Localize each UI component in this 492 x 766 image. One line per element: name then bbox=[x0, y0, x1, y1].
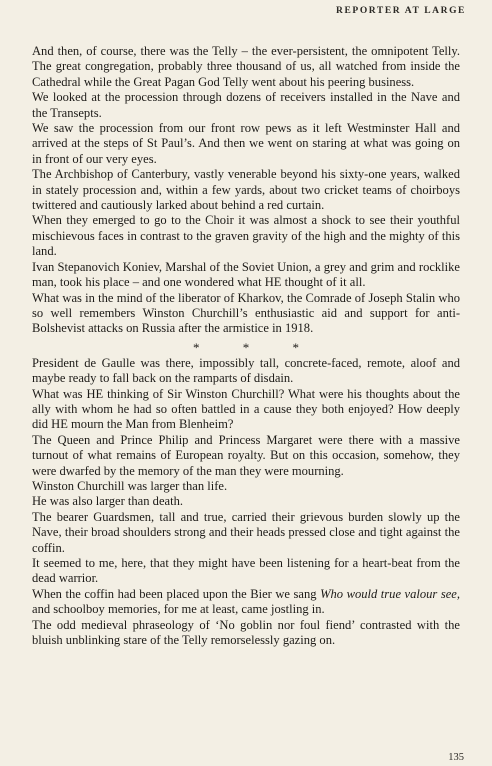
paragraph-heartbeat: It seemed to me, here, that they might have been listening for a heart-beat from the dead warrior. bbox=[32, 556, 460, 586]
paragraph-de-gaulle-thoughts: What was HE thinking of Sir Winston Churchill? What were his thoughts about the ally with whom he had so often battled in a cause they both enjoyed? How deeply did HE mourn the Man from Blenheim? bbox=[32, 386, 460, 432]
paragraph-hymn bbox=[32, 587, 460, 618]
paragraph-receivers: We looked at the procession through dozens of receivers installed in the Nave and the Transepts. bbox=[32, 90, 460, 120]
paragraph-koniev: Ivan Stepanovich Koniev, Marshal of the Soviet Union, a grey and grim and rocklike man, took his place – and one wondered what HE thought of it all. bbox=[32, 259, 460, 290]
section-separator: * * * bbox=[193, 339, 319, 355]
paragraph-goblin: The odd medieval phraseology of ‘No goblin nor foul fiend’ contrasted with the bluish unblinking stare of the Telly remorselessly gazing on. bbox=[32, 617, 460, 648]
hymn-text-after: and schoolboy memories, for me at least, came jostling in. bbox=[32, 602, 325, 617]
paragraph-larger-than-life: Winston Churchill was larger than life. bbox=[32, 478, 228, 493]
paragraph-de-gaulle: President de Gaulle was there, impossibly tall, concrete-faced, remote, aloof and maybe ready to fall back on the ramparts of disdain. bbox=[32, 355, 460, 386]
running-head: REPORTER AT LARGE bbox=[336, 6, 466, 16]
paragraph-telly: And then, of course, there was the Telly – the ever-persistent, the omnipotent Telly. The great congregation, probably three thousand of us, all watched from inside the Cathedral while the Great Pagan God Telly went about his peering business. bbox=[32, 44, 460, 89]
paragraph-larger-than-death: He was also larger than death. bbox=[32, 494, 183, 509]
paragraph-choir: When they emerged to go to the Choir it was almost a shock to see their youthful mischievous faces in contrast to the graven gravity of the high and the mighty of this land. bbox=[32, 213, 460, 259]
paragraph-guardsmen: The bearer Guardsmen, tall and true, carried their grievous burden slowly up the Nave, their broad shoulders strong and their heads pressed close and tight against the coffin. bbox=[32, 509, 460, 555]
paragraph-procession: We saw the procession from our front row pews as it left Westminster Hall and arrived at the steps of St Paul’s. And then we went on staring at what was going on in front of our very eyes. bbox=[32, 121, 460, 166]
paragraph-archbishop: The Archbishop of Canterbury, vastly venerable beyond his sixty-one years, walked in stately procession and, within a few yards, about two cricket teams of choirboys twittered and cautiously larked about behind a red curtain. bbox=[32, 167, 460, 213]
page-number: 135 bbox=[448, 752, 464, 763]
paragraph-kharkov: What was in the mind of the liberator of Kharkov, the Comrade of Joseph Stalin who so well remembers Winston Churchill’s enthusiastic aid and support for anti-Bolshevist attacks on Russia after the armistice in 1918. bbox=[32, 290, 460, 336]
article-body bbox=[32, 44, 460, 648]
hymn-title: Who would true valour see, bbox=[320, 586, 460, 601]
paragraph-royalty: The Queen and Prince Philip and Princess Margaret were there with a massive turnout of what remains of European royalty. But on this occasion, somehow, they were dwarfed by the memory of the man they were mourning. bbox=[32, 432, 460, 478]
hymn-text-before: When the coffin had been placed upon the Bier we sang bbox=[32, 586, 321, 601]
